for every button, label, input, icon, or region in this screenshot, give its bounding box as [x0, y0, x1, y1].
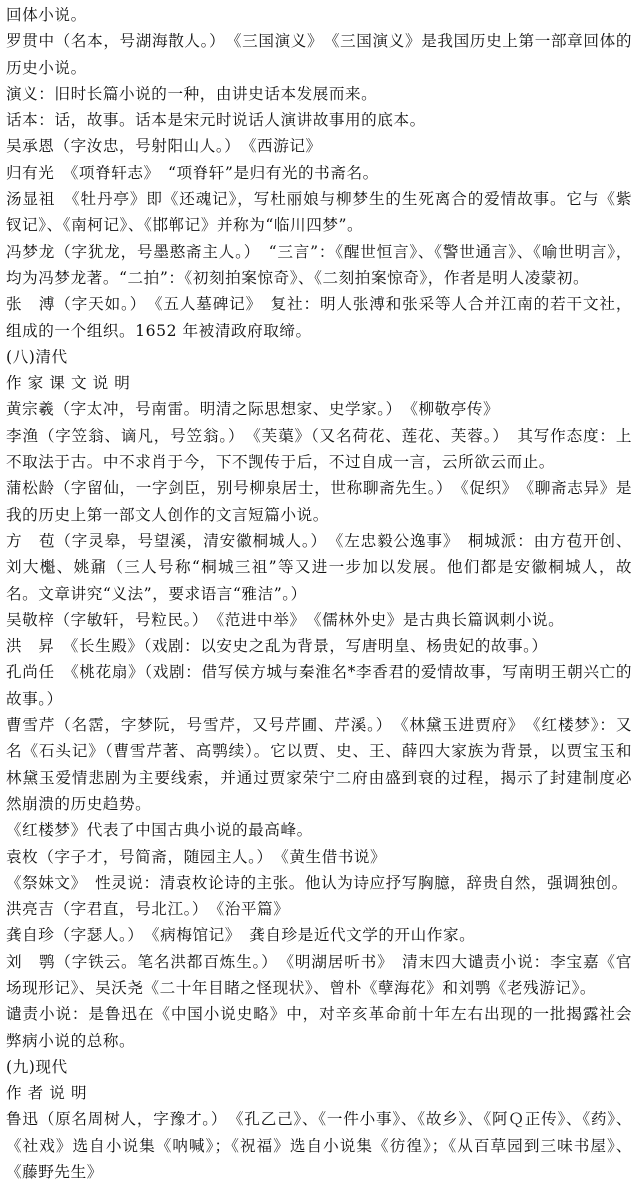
section-heading: (九)现代 — [6, 1057, 68, 1076]
column-header: 作 者 说 明 — [6, 1084, 88, 1103]
text-line: 吴承恩（字汝忠，号射阳山人。） 《西游记》 — [6, 137, 322, 156]
text-line: 张 溥（字天如。） 《五人墓碑记》 复社：明人张溥和张采等人合并江南的若干文社，组成的一个组织。1652 年被清政府取缔。 — [6, 295, 632, 340]
text-line: 洪 昇 《长生殿》（戏剧：以安史之乱为背景，写唐明皇、杨贵妃的故事。） — [6, 637, 548, 656]
column-header: 作 家 课 文 说 明 — [6, 374, 131, 393]
text-line: 《红楼梦》代表了中国古典小说的最高峰。 — [6, 821, 313, 840]
text-line: 袁枚（字子才，号简斋，随园主人。） 《黄生借书说》 — [6, 847, 387, 866]
text-line: 黄宗羲（字太冲，号南雷。明清之际思想家、史学家。） 《柳敬亭传》 — [6, 400, 500, 419]
text-line: 方 苞（字灵皋，号望溪，清安徽桐城人。） 《左忠毅公逸事》 桐城派：由方苞开创、刘大櫆、姚鼐（三人号称“桐城三祖”等又进一步加以发展。他们都是安徽桐城人，故名。文章讲究“义法”，要求语言“雅洁”。） — [6, 531, 632, 603]
text-line: 归有光 《项脊轩志》 “项脊轩”是归有光的书斋名。 — [6, 163, 379, 182]
text-line: 蒲松龄（字留仙，一字剑臣，别号柳泉居士，世称聊斋先生。） 《促织》 《聊斋志异》是我的历史上第一部文人创作的文言短篇小说。 — [6, 479, 632, 524]
text-line: 鲁迅（原名周树人，字豫才。） 《孔乙己》、《一件小事》、《故乡》、《阿Ｑ正传》、《药》、《社戏》选自小说集《呐喊》；《祝福》选自小说集《彷徨》；《从百草园到三味书屋》、《藤野先生》 — [6, 1110, 632, 1182]
text-line: 谴责小说：是鲁迅在《中国小说史略》中，对辛亥革命前十年左右出现的一批揭露社会弊病小说的总称。 — [6, 1005, 632, 1050]
text-line: 话本：话，故事。话本是宋元时说话人演讲故事用的底本。 — [6, 111, 426, 130]
text-line: 罗贯中（名本，号湖海散人。） 《三国演义》 《三国演义》是我国历史上第一部章回体的历史小说。 — [6, 32, 632, 77]
text-line: 洪亮吉（字君直，号北江。） 《治平篇》 — [6, 900, 290, 919]
text-line: 演义：旧时长篇小说的一种，由讲史话本发展而来。 — [6, 84, 378, 103]
text-line: 刘 鹗（字铁云。笔名洪都百炼生。） 《明湖居听书》 清末四大谴责小说：李宝嘉《官场现形记》、吴沃尧《二十年目睹之怪现状》、曾朴《孽海花》和刘鹗《老残游记》。 — [6, 952, 632, 997]
text-line: 《祭妹文》 性灵说：清袁枚论诗的主张。他认为诗应抒写胸臆，辞贵自然，强调独创。 — [6, 873, 628, 892]
text-line: 曹雪芹（名霑，字梦阮，号雪芹，又号芹圃、芹溪。） 《林黛玉进贾府》 《红楼梦》：又名《石头记》（曹雪芹著、高鹗续）。它以贾、史、王、薛四大家族为背景，以贾宝玉和林黛玉爱情悲剧为主要线索，并通过贾家荣宁二府由盛到衰的过程，揭示了封建制度必然崩溃的历史趋势。 — [6, 716, 632, 813]
text-line: 孔尚任 《桃花扇》（戏剧：借写侯方城与秦淮名*李香君的爱情故事，写南明王朝兴亡的故事。） — [6, 663, 632, 708]
text-line: 回体小说。 — [6, 6, 87, 24]
text-line: 李渔（字笠翁、谪凡，号笠翁。） 《芙蕖》（又名荷花、莲花、芙蓉。） 其写作态度：上不取法于古。中不求肖于今，下不觊传于后，不过自成一言，云所欲云而止。 — [6, 426, 632, 472]
text-line: 汤显祖 《牡丹亭》即《还魂记》，写杜丽娘与柳梦生的生死离合的爱情故事。它与《紫钗记》、《南柯记》、《邯郸记》并称为“临川四梦”。 — [6, 190, 632, 235]
section-heading: (八)清代 — [6, 347, 68, 366]
text-line: 冯梦龙（字犹龙，号墨憨斋主人。） “三言”：《醒世恒言》、《警世通言》、《喻世明言》，均为冯梦龙著。“二拍”：《初刻拍案惊奇》、《二刻拍案惊奇》，作者是明人凌蒙初。 — [6, 242, 632, 287]
text-line: 吴敬梓（字敏轩，号粒民。） 《范进中举》 《儒林外史》是古典长篇讽刺小说。 — [6, 610, 565, 629]
text-line: 龚自珍（字瑟人。） 《病梅馆记》 龚自珍是近代文学的开山作家。 — [6, 926, 476, 945]
